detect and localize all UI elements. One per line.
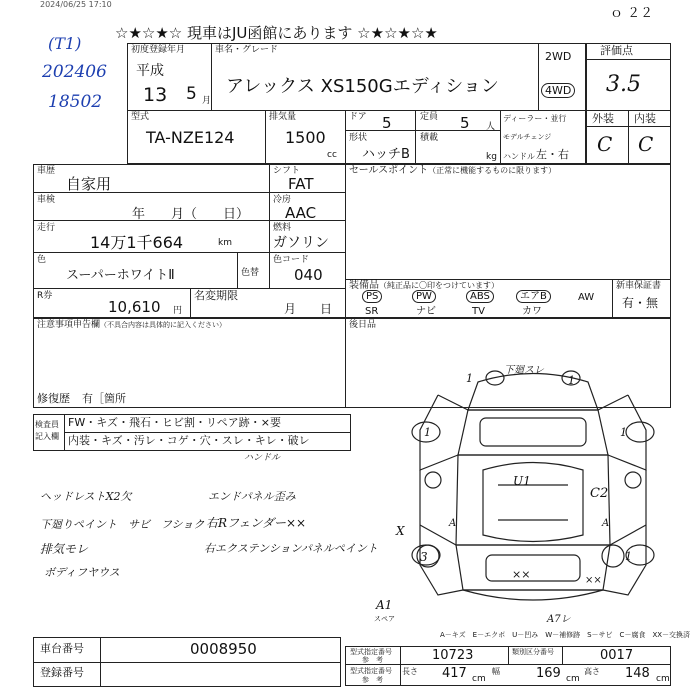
diagram-mark-1c: 1 — [424, 426, 431, 439]
load-label: 積載 — [420, 133, 439, 143]
color-code-label: 色コード — [273, 255, 310, 265]
history-value: 自家用 — [66, 175, 112, 193]
drive-4wd: 4WD — [541, 86, 575, 96]
length-value: 417 — [442, 666, 467, 681]
diagram-mark-1a: 1 — [466, 372, 473, 385]
displacement-label: 排気量 — [269, 112, 297, 122]
inspector-handle-note: ハンドル — [244, 453, 281, 463]
model-no-value: 10723 — [432, 648, 474, 663]
height-label: 高さ — [584, 667, 600, 676]
reg-month-unit: 月 — [202, 96, 212, 106]
comment-1: ヘッドレストX2欠 — [40, 490, 132, 503]
width-label: 幅 — [492, 667, 500, 676]
equip-abs: ABS — [466, 292, 494, 302]
shift-value: FAT — [288, 175, 314, 193]
equip-ps: PS — [362, 292, 382, 302]
name-change-label: 名変期限 — [194, 289, 238, 302]
comment-7: 右エクステンションパネルペイント — [204, 542, 378, 555]
capacity-unit: 人 — [486, 122, 496, 132]
diagram-spare-mark: A1 — [376, 598, 393, 612]
car-name: アレックス XS150Gエディション — [226, 76, 499, 97]
diagram-top-note: 下廻スレ — [504, 365, 544, 376]
car-name-label: 車名・グレード — [215, 45, 279, 55]
recycle-label: R券 — [37, 291, 53, 301]
comment-6: 右Rフェンダー×× — [206, 516, 307, 530]
diagram-mark-3: 3 — [420, 550, 428, 564]
chassis-label: 車台番号 — [40, 642, 84, 655]
eval-value: 3.5 — [606, 72, 641, 97]
diagram-mark-1b: 1 — [568, 374, 575, 387]
diagram-mark-1e: 1 — [625, 550, 632, 563]
handle-label: ハンドル — [503, 152, 535, 161]
diagram-mark-c2: C2 — [590, 486, 609, 501]
model-change-label: モデルチェンジ — [503, 133, 552, 141]
comment-2: 下廻りペイント サビ フショク — [40, 518, 205, 531]
sales-label: セールスポイント（正常に機能するものに限ります） — [349, 165, 557, 176]
diagram-mark-xx2: ×× — [585, 575, 602, 586]
inspector-label-1: 検査員 — [35, 420, 59, 429]
comment-5: エンドパネル歪み — [208, 490, 296, 503]
equip-aw: AW — [578, 292, 595, 303]
equip-sr: SR — [365, 306, 379, 317]
displacement-value: 1500 — [285, 128, 326, 147]
repair-value: 有［箇所 — [82, 392, 126, 405]
warranty-label: 新車保証書 — [616, 281, 662, 291]
equipment-label: 装備品（純正品に〇印をつけています） — [349, 280, 499, 291]
caution-label: 注意事項申告欄（不具合内容は具体的に記入ください） — [37, 320, 227, 330]
aircon-label: 冷房 — [273, 195, 292, 205]
width-unit: cm — [566, 674, 580, 684]
height-unit: cm — [656, 674, 670, 684]
first-reg-label: 初度登録年月 — [131, 45, 186, 55]
inspector-row-2: 内装・キズ・汚レ・コゲ・穴・スレ・キレ・破レ — [68, 434, 310, 447]
reg-year: 13 — [143, 84, 168, 106]
color-value: スーパーホワイトⅡ — [66, 268, 175, 283]
reg-month: 5 — [186, 84, 197, 104]
diagram-mark-u1: U1 — [513, 474, 531, 488]
chassis-value: 0008950 — [190, 640, 257, 658]
shift-label: シフト — [273, 166, 301, 176]
diagram-mark-a1: A — [449, 518, 457, 529]
color-code-value: 040 — [294, 266, 323, 284]
capacity-label: 定員 — [420, 112, 439, 122]
category-label: 類別区分番号 — [512, 648, 554, 656]
inspection-value: 年 月（ 日） — [132, 207, 250, 222]
location-banner: ☆★☆★☆ 現車はJU函館にあります ☆★☆★☆★ — [115, 24, 438, 42]
diagram-mark-a7: A7レ — [547, 614, 571, 625]
car-damage-diagram — [398, 360, 668, 630]
diagram-mark-x: X — [396, 524, 405, 538]
color-change-label: 色替 — [241, 268, 260, 278]
load-unit: kg — [486, 152, 497, 162]
reg-era: 平成 — [136, 63, 164, 79]
lot-number: 18502 — [48, 92, 103, 112]
length-label: 長さ — [402, 667, 418, 676]
mileage-label: 走行 — [37, 223, 56, 233]
mileage-unit: km — [218, 238, 232, 248]
interior-label: 内装 — [634, 112, 656, 125]
plate-label: 登録番号 — [40, 666, 84, 679]
comment-3: 排気モレ — [40, 542, 89, 556]
history-label: 車歴 — [37, 166, 56, 176]
name-change-value: 月 日 — [284, 302, 333, 316]
eval-label: 評価点 — [600, 44, 633, 57]
inspector-label-2: 記入欄 — [35, 432, 59, 441]
equip-pw: PW — [412, 292, 436, 302]
height-value: 148 — [625, 666, 650, 681]
lot-prefix: (T1) — [48, 34, 82, 53]
recycle-value: 10,610 — [108, 298, 161, 316]
warranty-value: 有・無 — [622, 296, 659, 310]
equip-airbag: エアB — [516, 292, 551, 302]
diagram-mark-1d: 1 — [620, 426, 627, 439]
repair-label: 修復歴 — [37, 392, 70, 405]
diagram-spare-label: スペア — [374, 615, 395, 623]
inspection-label: 車検 — [37, 195, 56, 205]
model-no-label: 型式指定番号 — [350, 648, 392, 656]
capacity-value: 5 — [460, 114, 470, 132]
handle-value: 左・右 — [536, 148, 569, 161]
interior-value: C — [638, 132, 654, 156]
lot-date: 202406 — [42, 62, 107, 82]
category-value: 0017 — [600, 648, 634, 663]
dealer-label: ディーラー・並行 — [503, 114, 567, 123]
drive-2wd: 2WD — [545, 50, 572, 63]
exterior-label: 外装 — [592, 112, 614, 125]
fuel-label: 燃料 — [273, 223, 292, 233]
equip-leather: カワ — [522, 306, 542, 317]
equip-tv: TV — [472, 306, 485, 317]
model-value: TA-NZE124 — [146, 128, 235, 147]
model-label: 型式 — [131, 112, 150, 122]
corner-mark: ｏ ２２ — [610, 6, 654, 21]
width-value: 169 — [536, 666, 561, 681]
body-label: 形状 — [349, 133, 368, 143]
comment-4: ボディフヤウス — [44, 566, 120, 579]
diagram-legend: A－キズ E－エクボ U－凹み W－補修跡 S－サビ C－腐食 XX－交換済 — [440, 631, 691, 639]
displacement-unit: cc — [327, 150, 337, 160]
doors-value: 5 — [382, 114, 392, 132]
recycle-unit: 円 — [173, 306, 183, 316]
color-label: 色 — [37, 255, 47, 265]
ref-label-2: 参 考 — [362, 676, 383, 684]
rear-items-label: 後日品 — [349, 320, 377, 330]
fuel-value: ガソリン — [273, 235, 329, 251]
length-unit: cm — [472, 674, 486, 684]
print-date: 2024/06/25 17:10 — [40, 0, 112, 9]
inspector-row-1: FW・キズ・飛石・ヒビ割・リペア跡・×要 — [68, 416, 281, 429]
ref-label-1: 参 考 — [362, 656, 383, 664]
dims-label: 型式指定番号 — [350, 667, 392, 675]
aircon-value: AAC — [285, 204, 317, 222]
doors-label: ドア — [349, 112, 367, 122]
mileage-value: 14万1千664 — [90, 233, 184, 252]
diagram-mark-xx1: ×× — [512, 568, 531, 581]
exterior-value: C — [597, 132, 613, 156]
body-value: ハッチB — [362, 147, 410, 162]
diagram-mark-a2: A — [602, 518, 610, 529]
equip-navi: ナビ — [416, 306, 436, 317]
